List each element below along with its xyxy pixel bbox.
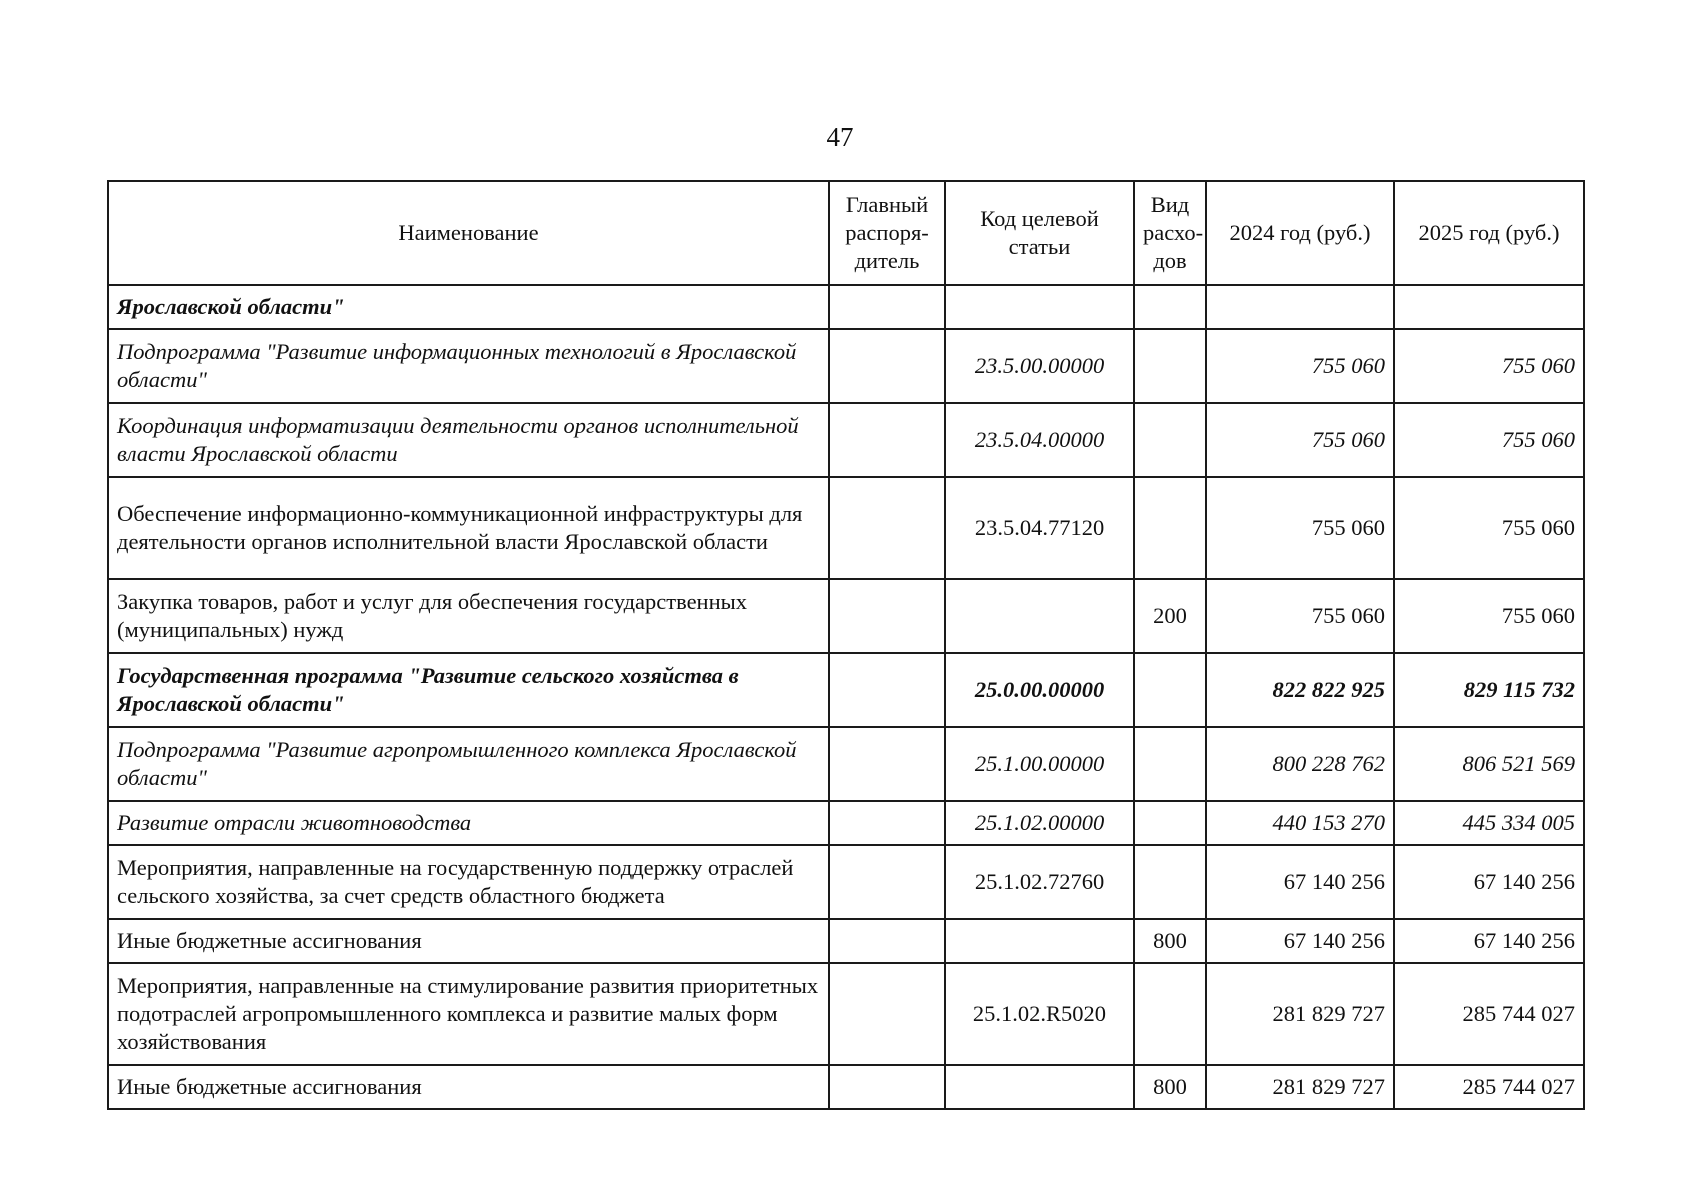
cell-year-2024: 755 060 bbox=[1206, 403, 1394, 477]
table-row bbox=[108, 403, 1584, 477]
cell-kind bbox=[1134, 845, 1206, 919]
cell-admin bbox=[829, 285, 945, 329]
cell-year-2025: 755 060 bbox=[1394, 579, 1584, 653]
cell-kind: 800 bbox=[1134, 1065, 1206, 1109]
cell-admin bbox=[829, 579, 945, 653]
cell-admin bbox=[829, 477, 945, 579]
cell-admin bbox=[829, 845, 945, 919]
cell-kind bbox=[1134, 329, 1206, 403]
cell-year-2025: 806 521 569 bbox=[1394, 727, 1584, 801]
cell-year-2024: 440 153 270 bbox=[1206, 801, 1394, 845]
cell-name: Ярославской области" bbox=[108, 285, 829, 329]
cell-code bbox=[945, 285, 1134, 329]
page-number: 47 bbox=[826, 122, 854, 152]
cell-name: Закупка товаров, работ и услуг для обеспечения государственных (муниципальных) нужд bbox=[108, 579, 829, 653]
cell-year-2024: 67 140 256 bbox=[1206, 845, 1394, 919]
table-row bbox=[108, 653, 1584, 727]
cell-year-2024: 755 060 bbox=[1206, 477, 1394, 579]
cell-name: Иные бюджетные ассигнования bbox=[108, 1065, 829, 1109]
cell-year-2025: 67 140 256 bbox=[1394, 919, 1584, 963]
cell-year-2025: 755 060 bbox=[1394, 477, 1584, 579]
cell-code: 25.1.02.R5020 bbox=[945, 963, 1134, 1065]
cell-kind bbox=[1134, 403, 1206, 477]
cell-code: 25.0.00.00000 bbox=[945, 653, 1134, 727]
cell-kind bbox=[1134, 285, 1206, 329]
cell-year-2025: 285 744 027 bbox=[1394, 1065, 1584, 1109]
cell-year-2024: 755 060 bbox=[1206, 329, 1394, 403]
table-row bbox=[108, 1065, 1584, 1109]
table-row bbox=[108, 963, 1584, 1065]
cell-code: 25.1.02.00000 bbox=[945, 801, 1134, 845]
cell-year-2025: 445 334 005 bbox=[1394, 801, 1584, 845]
table-row bbox=[108, 579, 1584, 653]
table-row bbox=[108, 801, 1584, 845]
cell-name: Координация информатизации деятельности органов исполнительной власти Ярославской области bbox=[108, 403, 829, 477]
cell-admin bbox=[829, 403, 945, 477]
header-year-2024: 2024 год (руб.) bbox=[1206, 181, 1394, 285]
cell-admin bbox=[829, 801, 945, 845]
cell-code: 25.1.00.00000 bbox=[945, 727, 1134, 801]
cell-year-2024: 822 822 925 bbox=[1206, 653, 1394, 727]
cell-year-2024: 800 228 762 bbox=[1206, 727, 1394, 801]
cell-year-2025: 285 744 027 bbox=[1394, 963, 1584, 1065]
cell-name: Подпрограмма "Развитие агропромышленного комплекса Ярославской области" bbox=[108, 727, 829, 801]
cell-year-2024: 281 829 727 bbox=[1206, 963, 1394, 1065]
cell-name: Подпрограмма "Развитие информационных технологий в Ярославской области" bbox=[108, 329, 829, 403]
header-admin: Главный распоря-дитель bbox=[829, 181, 945, 285]
cell-year-2025 bbox=[1394, 285, 1584, 329]
cell-kind bbox=[1134, 477, 1206, 579]
cell-name: Государственная программа "Развитие сельского хозяйства в Ярославской области" bbox=[108, 653, 829, 727]
table-row bbox=[108, 285, 1584, 329]
cell-code bbox=[945, 1065, 1134, 1109]
table-header-row bbox=[108, 181, 1584, 285]
cell-kind bbox=[1134, 963, 1206, 1065]
cell-year-2024: 67 140 256 bbox=[1206, 919, 1394, 963]
cell-code: 23.5.04.00000 bbox=[945, 403, 1134, 477]
table-row bbox=[108, 329, 1584, 403]
cell-code: 23.5.04.77120 bbox=[945, 477, 1134, 579]
header-code: Код целевой статьи bbox=[945, 181, 1134, 285]
table-row bbox=[108, 727, 1584, 801]
cell-year-2025: 67 140 256 bbox=[1394, 845, 1584, 919]
table-row bbox=[108, 919, 1584, 963]
cell-name: Обеспечение информационно-коммуникационной инфраструктуры для деятельности органов исполнительной власти Ярославской области bbox=[108, 477, 829, 579]
cell-kind: 800 bbox=[1134, 919, 1206, 963]
cell-kind: 200 bbox=[1134, 579, 1206, 653]
cell-kind bbox=[1134, 727, 1206, 801]
table-row bbox=[108, 845, 1584, 919]
cell-year-2025: 755 060 bbox=[1394, 329, 1584, 403]
header-kind: Вид расхо-дов bbox=[1134, 181, 1206, 285]
cell-code bbox=[945, 919, 1134, 963]
cell-name: Развитие отрасли животноводства bbox=[108, 801, 829, 845]
cell-admin bbox=[829, 727, 945, 801]
cell-year-2025: 755 060 bbox=[1394, 403, 1584, 477]
table-body bbox=[108, 285, 1584, 1109]
cell-admin bbox=[829, 653, 945, 727]
cell-code: 23.5.00.00000 bbox=[945, 329, 1134, 403]
table-row bbox=[108, 477, 1584, 579]
cell-admin bbox=[829, 919, 945, 963]
budget-table bbox=[107, 180, 1585, 1110]
cell-year-2024: 281 829 727 bbox=[1206, 1065, 1394, 1109]
cell-year-2025: 829 115 732 bbox=[1394, 653, 1584, 727]
cell-kind bbox=[1134, 653, 1206, 727]
cell-code bbox=[945, 579, 1134, 653]
cell-year-2024 bbox=[1206, 285, 1394, 329]
cell-name: Мероприятия, направленные на государственную поддержку отраслей сельского хозяйства, за счет средств областного бюджета bbox=[108, 845, 829, 919]
cell-admin bbox=[829, 329, 945, 403]
cell-name: Мероприятия, направленные на стимулирование развития приоритетных подотраслей агропромышленного комплекса и развитие малых форм хозяйствования bbox=[108, 963, 829, 1065]
header-name: Наименование bbox=[108, 181, 829, 285]
cell-year-2024: 755 060 bbox=[1206, 579, 1394, 653]
cell-kind bbox=[1134, 801, 1206, 845]
cell-code: 25.1.02.72760 bbox=[945, 845, 1134, 919]
header-year-2025: 2025 год (руб.) bbox=[1394, 181, 1584, 285]
cell-admin bbox=[829, 963, 945, 1065]
cell-name: Иные бюджетные ассигнования bbox=[108, 919, 829, 963]
cell-admin bbox=[829, 1065, 945, 1109]
